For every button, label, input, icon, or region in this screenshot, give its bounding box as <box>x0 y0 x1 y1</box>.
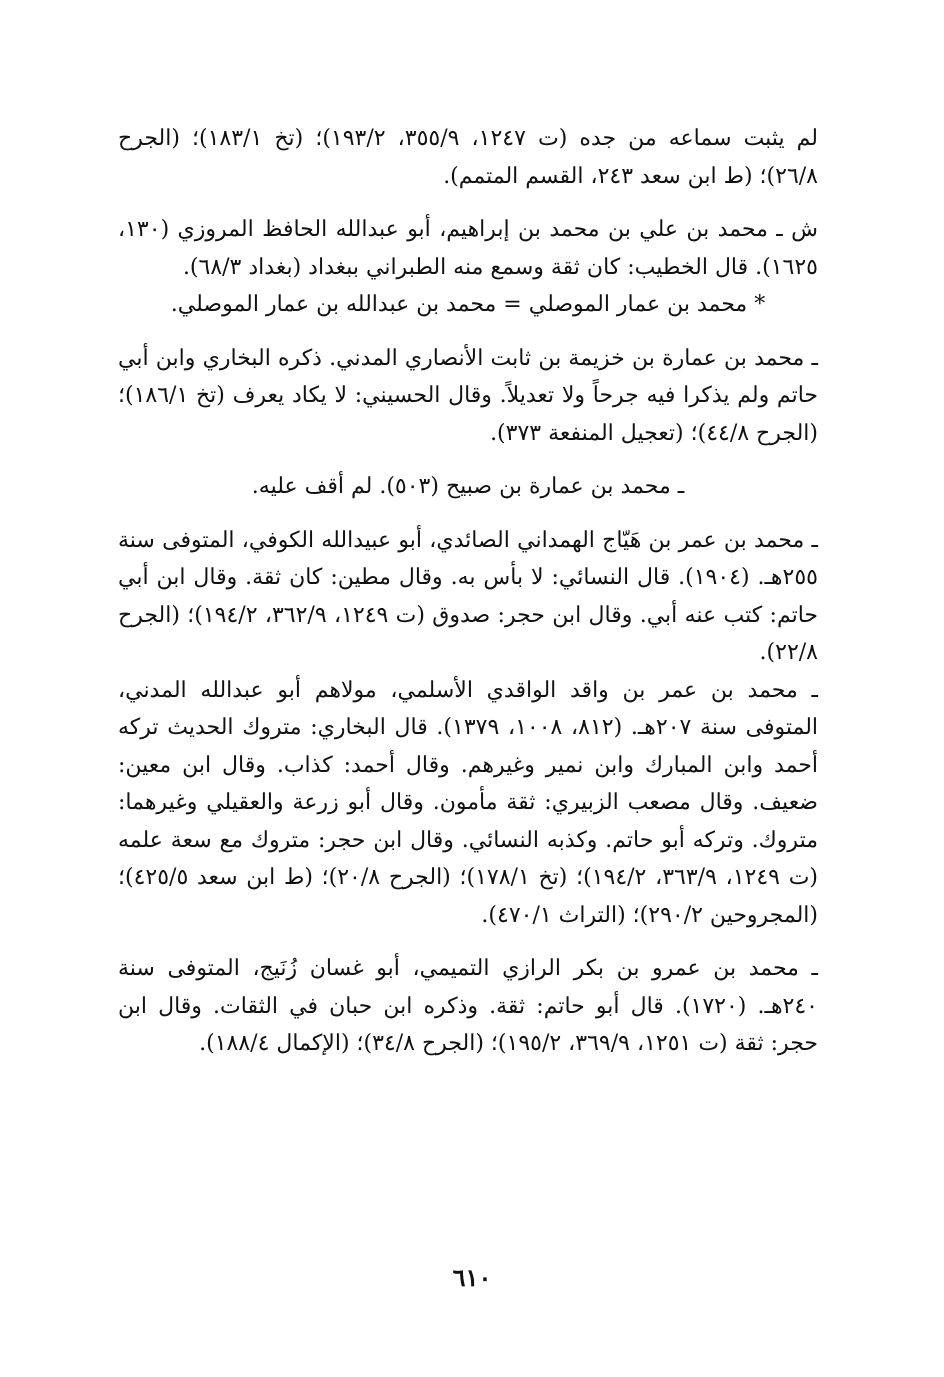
entry-continuation: لم يثبت سماعه من جده (ت ١٢٤٧، ٣٥٥/٩، ١٩٣/٢)؛ (تخ ١٨٣/١)؛ (الجرح ٢٦/٨)؛ (ط ابن سعد ٢٤٣، القسم المتمم). <box>118 126 819 189</box>
entry-muhammad-ibn-umara-ibn-khuzayma: ـ محمد بن عمارة بن خزيمة بن ثابت الأنصاري المدني. ذكره البخاري وابن أبي حاتم ولم يذكرا فيه جرحاً ولا تعديلاً. وقال الحسيني: لا يكاد يعرف (تخ ١٨٦/١)؛ (الجرح ٤٤/٨)؛ (تعجيل المنفعة ٣٧٣). <box>118 345 818 446</box>
entry-cross-reference: * محمد بن عمار الموصلي = محمد بن عبدالله بن عمار الموصلي. <box>170 292 766 317</box>
page-number: ٦١٠ <box>452 1263 492 1292</box>
entry-muhammad-ibn-amr-razi: ـ محمد بن عمرو بن بكر الرازي التميمي، أبو غسان زُنَيج، المتوفى سنة ٢٤٠هـ. (١٧٢٠). قال أبو حاتم: ثقة. وذكره ابن حبان في الثقات. وقال ابن حجر: ثقة (ت ١٢٥١، ٣٦٩/٩، ١٩٥/٢)؛ (الجرح ٣٤/٨)؛ (الإكمال ١٨٨/٤). <box>118 956 818 1056</box>
entry-muhammad-ibn-ali-marwazi: ش ـ محمد بن علي بن محمد بن إبراهيم، أبو عبدالله الحافظ المروزي (١٣٠، ١٦٢٥). قال الخطيب: كان ثقة وسمع منه الطبراني ببغداد (بغداد ٦٨/٣). <box>118 217 818 280</box>
entry-muhammad-ibn-umara-ibn-subayh: ـ محمد بن عمارة بن صبيح (٥٠٣). لم أقف عليه. <box>251 474 685 499</box>
entry-muhammad-ibn-umar-ibn-hayyaj: ـ محمد بن عمر بن هَيّاج الهمداني الصائدي، أبو عبيدالله الكوفي، المتوفى سنة ٢٥٥هـ. (١٩٠٤). قال النسائي: لا بأس به. وقال مطين: كان ثقة. وقال ابن أبي حاتم: كتب عنه أبي. وقال ابن حجر: صدوق (ت ١٢٤٩، ٣٦٢/٩، ١٩٤/٢)؛ (الجرح ٢٢/٨). <box>118 527 819 665</box>
entry-muhammad-ibn-umar-waqidi: ـ محمد بن عمر بن واقد الواقدي الأسلمي، مولاهم أبو عبدالله المدني، المتوفى سنة ٢٠٧هـ. (٨١٢، ١٠٠٨، ١٣٧٩). قال البخاري: متروك الحديث تركه أحمد وابن المبارك وابن نمير وغيرهم. وقال أحمد: كذاب. وقال ابن معين: ضعيف. وقال مصعب الزبيري: ثقة مأمون. وقال أبو زرعة والعقيلي وغيرهما: متروك. وتركه أبو حاتم. وكذبه النسائي. وقال ابن حجر: متروك مع سعة علمه (ت ١٢٤٩، ٣٦٣/٩، ١٩٤/٢)؛ (تخ ١٧٨/١)؛ (الجرح ٢٠/٨)؛ (ط ابن سعد ٤٢٥/٥)؛ (المجروحين ٢٩٠/٢)؛ (التراث ٤٧٠/١). <box>118 677 819 928</box>
